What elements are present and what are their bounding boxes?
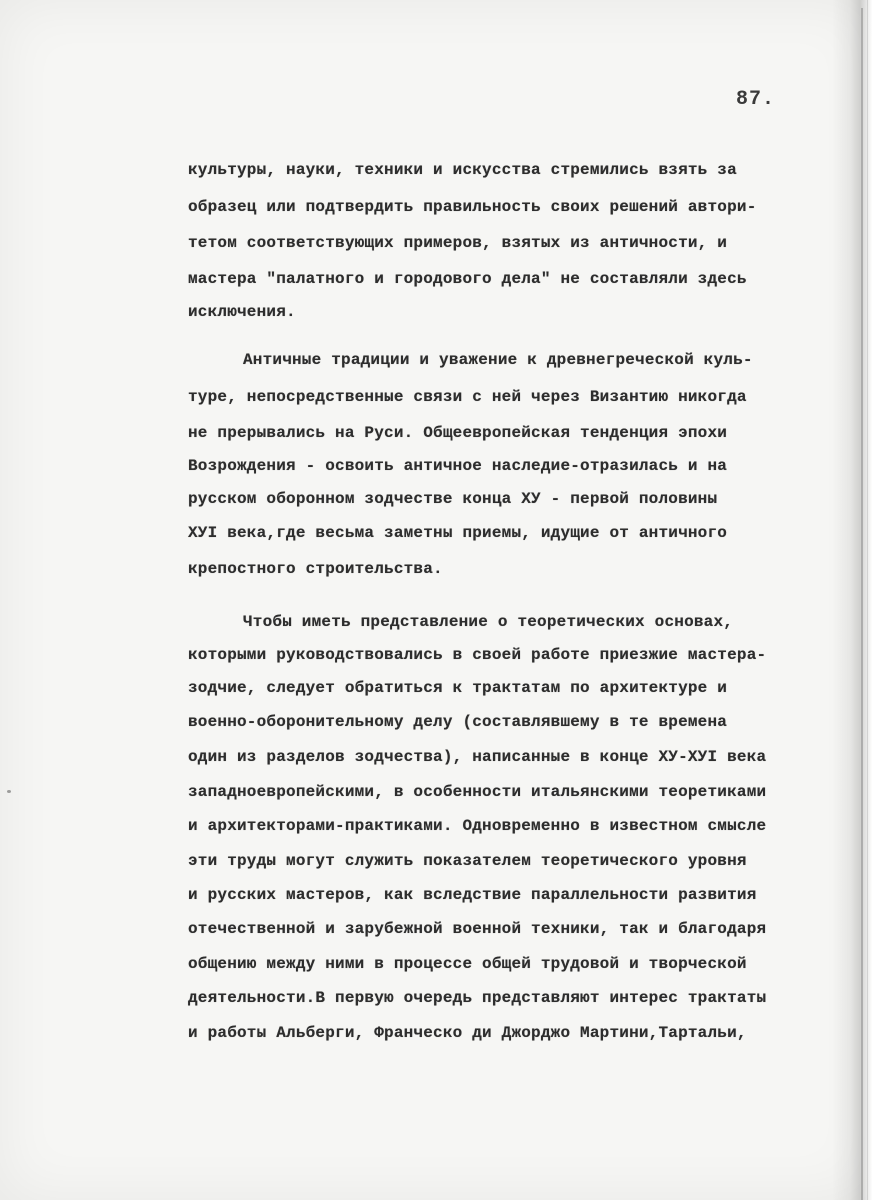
text-line: деятельности.В первую очередь представляют интерес трактаты [188,989,767,1007]
page-number: 87. [736,88,776,111]
text-line: русском оборонном зодчестве конца ХУ - первой половины [188,490,718,508]
text-line: и работы Альберги, Франческо ди Джорджо Мартини,Тартальи, [188,1024,747,1042]
text-line: западноевропейскими, в особенности итальянскими теоретиками [188,783,767,801]
text-line: военно-оборонительному делу (составлявшему в те времена [188,713,728,731]
page-edge-shadow [832,0,872,1200]
text-line: крепостного строительства. [188,560,443,578]
page-edge-line [861,8,863,1200]
text-line: тетом соответствующих примеров, взятых из античности, и [188,234,728,252]
text-line: один из разделов зодчества), написанные в конце ХУ-ХУI века [188,748,767,766]
text-line: Чтобы иметь представление о теоретических основах, [243,613,734,631]
text-line: и архитекторами-практиками. Одновременно в известном смысле [188,817,767,835]
text-line: культуры, науки, техники и искусства стремились взять за [188,161,737,179]
text-line: ХУI века,где весьма заметны приемы, идущие от античного [188,524,728,542]
text-line: Античные традиции и уважение к древнегреческой куль- [243,351,753,369]
text-line: и русских мастеров, как вследствие параллельности развития [188,886,757,904]
text-line: образец или подтвердить правильность своих решений автори- [188,198,757,216]
scan-speck [7,790,11,793]
text-line: не прерывались на Руси. Общеевропейская тенденция эпохи [188,424,728,442]
text-line: зодчие, следует обратиться к трактатам по архитектуре и [188,679,728,697]
text-line: туре, непосредственные связи с ней через Византию никогда [188,388,747,406]
text-line: которыми руководствовались в своей работе приезжие мастера- [188,646,767,664]
text-line: исключения. [188,303,296,321]
text-line: эти труды могут служить показателем теоретического уровня [188,852,747,870]
page-edge-line-secondary [867,0,868,1200]
text-line: мастера "палатного и городового дела" не составляли здесь [188,270,747,288]
text-line: отечественной и зарубежной военной техники, так и благодаря [188,920,767,938]
text-line: Возрождения - освоить античное наследие-отразилась и на [188,457,728,475]
text-line: общению между ними в процессе общей трудовой и творческой [188,955,747,973]
